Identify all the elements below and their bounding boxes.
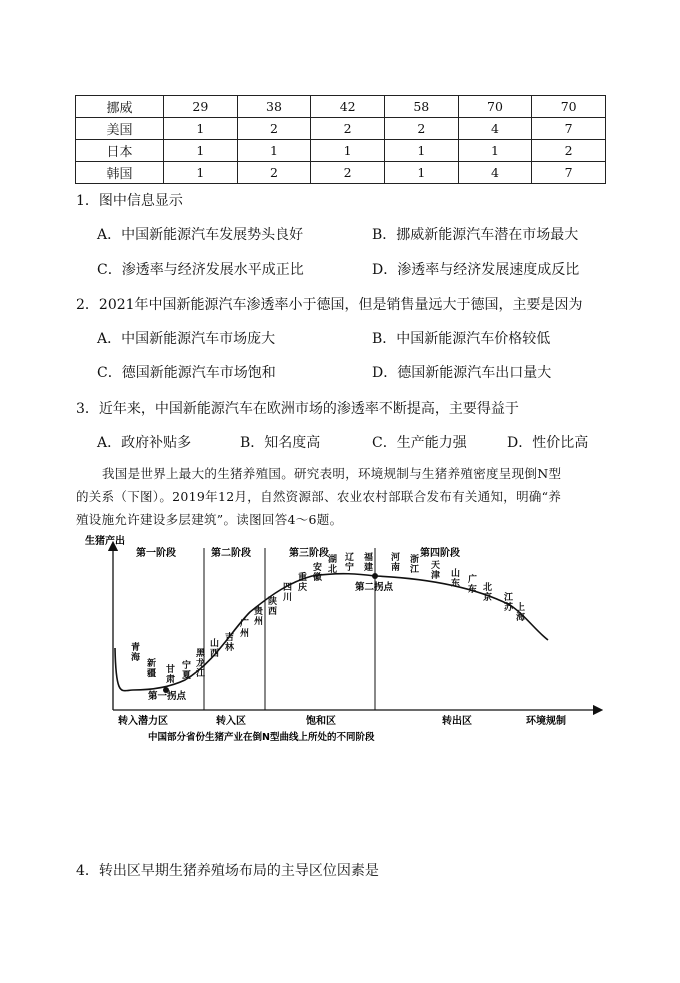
- stage-label-1: 第一阶段: [136, 548, 176, 559]
- province-label: 山西: [210, 639, 220, 659]
- province-label: 北京: [483, 583, 493, 603]
- zone-label-3: 饱和区: [306, 716, 336, 727]
- value-cell: 58: [384, 96, 458, 118]
- zone-label-1: 转入潜力区: [118, 716, 168, 727]
- province-label: 湖北: [328, 555, 338, 575]
- question-1-stem: 1．图中信息显示: [76, 193, 183, 209]
- y-axis-label: 生猪产出: [85, 536, 125, 547]
- question-2-option-d: D．德国新能源汽车出口量大: [372, 365, 552, 381]
- stage-label-3: 第三阶段: [289, 548, 329, 559]
- value-cell: 7: [532, 118, 606, 140]
- question-2-option-b: B．中国新能源汽车价格较低: [372, 331, 551, 347]
- province-label: 青海: [131, 643, 141, 663]
- question-1-option-a: A．中国新能源汽车发展势头良好: [97, 227, 304, 243]
- value-cell: 1: [237, 140, 311, 162]
- province-label: 黑龙江: [196, 649, 206, 679]
- province-label: 江苏: [504, 593, 514, 613]
- material-line-2: 的关系（下图）。2019年12月，自然资源部、农业农村部联合发布有关通知，明确“养: [76, 489, 562, 504]
- value-cell: 70: [532, 96, 606, 118]
- question-3-option-a: A．政府补贴多: [97, 435, 192, 451]
- turning-point-2-label: 第二拐点: [355, 582, 394, 593]
- province-label: 上海: [516, 603, 526, 623]
- zone-label-4: 转出区: [442, 716, 472, 727]
- province-label: 安徽: [313, 563, 323, 583]
- turning-point-1-label: 第一拐点: [148, 691, 187, 702]
- country-cell: 韩国: [76, 162, 164, 184]
- value-cell: 2: [532, 140, 606, 162]
- province-label: 新疆: [147, 659, 157, 679]
- province-label: 四川: [283, 583, 293, 603]
- province-labels: [131, 551, 526, 685]
- value-cell: 42: [311, 96, 385, 118]
- province-label: 甘肃: [166, 665, 176, 685]
- question-1-option-c: C．渗透率与经济发展水平成正比: [97, 262, 304, 278]
- province-label: 宁夏: [182, 661, 192, 681]
- value-cell: 1: [384, 162, 458, 184]
- value-cell: 1: [384, 140, 458, 162]
- x-axis-label: 环境规制: [526, 716, 566, 727]
- province-label: 天津: [431, 561, 441, 581]
- province-label: 广东: [468, 575, 478, 595]
- value-cell: 2: [384, 118, 458, 140]
- question-3-option-c: C．生产能力强: [372, 435, 467, 451]
- province-label: 陕西: [268, 597, 278, 617]
- value-cell: 2: [237, 118, 311, 140]
- value-cell: 4: [458, 162, 532, 184]
- value-cell: 1: [458, 140, 532, 162]
- question-3-option-d: D．性价比高: [507, 435, 589, 451]
- figure-caption: 中国部分省份生猪产业在倒N型曲线上所处的不同阶段: [148, 732, 375, 743]
- question-3-stem: 3．近年来，中国新能源汽车在欧洲市场的渗透率不断提高，主要得益于: [76, 401, 519, 417]
- value-cell: 1: [164, 140, 238, 162]
- question-2-option-c: C．德国新能源汽车市场饱和: [97, 365, 276, 381]
- country-cell: 美国: [76, 118, 164, 140]
- question-2-option-a: A．中国新能源汽车市场庞大: [97, 331, 276, 347]
- question-3-option-b: B．知名度高: [240, 435, 321, 451]
- value-cell: 2: [237, 162, 311, 184]
- province-label: 山东: [451, 569, 461, 589]
- province-label: 广州: [240, 619, 250, 639]
- province-label: 贵州: [254, 607, 264, 627]
- value-cell: 1: [164, 118, 238, 140]
- question-1-option-d: D．渗透率与经济发展速度成反比: [372, 262, 580, 278]
- province-label: 辽宁: [345, 553, 355, 573]
- value-cell: 70: [458, 96, 532, 118]
- material-line-3: 殖设施允许建设多层建筑”。读图回答4～6题。: [76, 512, 343, 527]
- stage-label-4: 第四阶段: [420, 548, 460, 559]
- province-label: 浙江: [410, 555, 420, 575]
- question-2-stem: 2．2021年中国新能源汽车渗透率小于德国，但是销售量远大于德国，主要是因为: [76, 297, 583, 313]
- value-cell: 1: [311, 140, 385, 162]
- value-cell: 1: [164, 162, 238, 184]
- value-cell: 2: [311, 162, 385, 184]
- value-cell: 7: [532, 162, 606, 184]
- zone-label-2: 转入区: [216, 716, 246, 727]
- material-line-1: 我国是世界上最大的生猪养殖国。研究表明，环境规制与生猪养殖密度呈现倒N型: [102, 466, 562, 481]
- country-cell: 日本: [76, 140, 164, 162]
- value-cell: 38: [237, 96, 311, 118]
- question-4-stem: 4．转出区早期生猪养殖场布局的主导区位因素是: [76, 863, 379, 879]
- country-cell: 挪威: [76, 96, 164, 118]
- value-cell: 2: [311, 118, 385, 140]
- question-1-option-b: B．挪威新能源汽车潜在市场最大: [372, 227, 579, 243]
- province-label: 吉林: [225, 633, 235, 653]
- value-cell: 29: [164, 96, 238, 118]
- turning-point-2-dot: [372, 573, 378, 579]
- province-label: 河南: [391, 553, 401, 573]
- province-label: 重庆: [298, 573, 308, 593]
- province-label: 福建: [364, 553, 374, 573]
- stage-label-2: 第二阶段: [211, 548, 251, 559]
- value-cell: 4: [458, 118, 532, 140]
